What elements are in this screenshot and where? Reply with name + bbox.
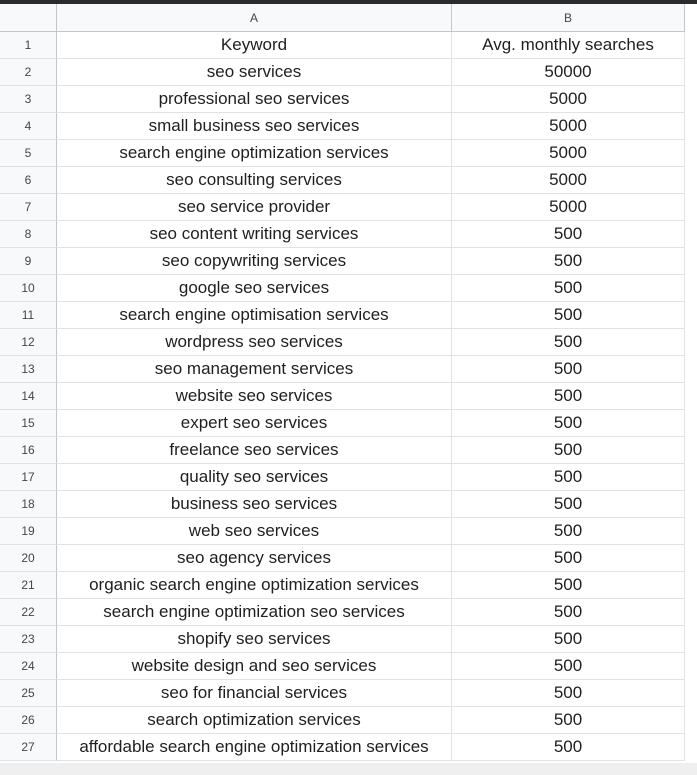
table-row	[0, 464, 697, 491]
grid-empty-area	[685, 734, 697, 761]
row-header[interactable]: 3	[0, 86, 57, 113]
keyword-cell[interactable]: expert seo services	[57, 410, 452, 437]
searches-cell[interactable]: 500	[452, 248, 685, 275]
keyword-cell[interactable]: wordpress seo services	[57, 329, 452, 356]
column-header-a[interactable]: A	[57, 4, 452, 32]
grid-empty-area	[685, 167, 697, 194]
grid-empty-area	[685, 518, 697, 545]
row-header[interactable]: 25	[0, 680, 57, 707]
table-row	[0, 221, 697, 248]
grid-empty-area	[685, 653, 697, 680]
keyword-cell[interactable]: small business seo services	[57, 113, 452, 140]
table-row	[0, 599, 697, 626]
row-header[interactable]: 2	[0, 59, 57, 86]
table-row	[0, 248, 697, 275]
column-header-row	[0, 4, 697, 32]
keyword-cell[interactable]: professional seo services	[57, 86, 452, 113]
searches-cell[interactable]: 500	[452, 545, 685, 572]
column-header-b[interactable]: B	[452, 4, 685, 32]
grid-empty-area	[685, 572, 697, 599]
row-header[interactable]: 10	[0, 275, 57, 302]
table-row	[0, 437, 697, 464]
row-header[interactable]: 8	[0, 221, 57, 248]
table-row	[0, 275, 697, 302]
row-header[interactable]: 7	[0, 194, 57, 221]
keyword-cell[interactable]: search engine optimization seo services	[57, 599, 452, 626]
grid-empty-area	[685, 464, 697, 491]
table-row	[0, 140, 697, 167]
searches-cell[interactable]: 500	[452, 491, 685, 518]
grid-empty-area	[685, 113, 697, 140]
grid-empty-area	[685, 275, 697, 302]
keyword-cell[interactable]: seo agency services	[57, 545, 452, 572]
searches-cell[interactable]: 500	[452, 626, 685, 653]
spreadsheet-grid	[0, 4, 697, 761]
keyword-cell[interactable]: Keyword	[57, 32, 452, 59]
row-header[interactable]: 19	[0, 518, 57, 545]
keyword-cell[interactable]: seo for financial services	[57, 680, 452, 707]
table-row	[0, 491, 697, 518]
table-row	[0, 653, 697, 680]
searches-cell[interactable]: 500	[452, 221, 685, 248]
row-header[interactable]: 21	[0, 572, 57, 599]
table-row	[0, 734, 697, 761]
table-row	[0, 518, 697, 545]
row-header[interactable]: 17	[0, 464, 57, 491]
row-header[interactable]: 24	[0, 653, 57, 680]
row-header[interactable]: 16	[0, 437, 57, 464]
row-header[interactable]: 22	[0, 599, 57, 626]
bottom-scroll-area	[0, 763, 697, 775]
grid-empty-area	[685, 410, 697, 437]
searches-cell[interactable]: 500	[452, 707, 685, 734]
grid-empty-area	[685, 383, 697, 410]
searches-cell[interactable]: 500	[452, 275, 685, 302]
searches-cell[interactable]: 500	[452, 383, 685, 410]
grid-empty-area	[685, 707, 697, 734]
keyword-cell[interactable]: seo content writing services	[57, 221, 452, 248]
row-header[interactable]: 6	[0, 167, 57, 194]
searches-cell[interactable]: 500	[452, 599, 685, 626]
keyword-cell[interactable]: seo service provider	[57, 194, 452, 221]
searches-cell[interactable]: 500	[452, 680, 685, 707]
searches-cell[interactable]: 500	[452, 437, 685, 464]
row-header[interactable]: 26	[0, 707, 57, 734]
table-row	[0, 356, 697, 383]
searches-cell[interactable]: 5000	[452, 167, 685, 194]
keyword-cell[interactable]: web seo services	[57, 518, 452, 545]
searches-cell[interactable]: 500	[452, 410, 685, 437]
keyword-cell[interactable]: search engine optimization services	[57, 140, 452, 167]
grid-empty-area	[685, 356, 697, 383]
searches-cell[interactable]: 5000	[452, 113, 685, 140]
table-row	[0, 572, 697, 599]
grid-empty-area	[685, 140, 697, 167]
row-header[interactable]: 15	[0, 410, 57, 437]
row-header[interactable]: 5	[0, 140, 57, 167]
table-row	[0, 707, 697, 734]
row-header[interactable]: 4	[0, 113, 57, 140]
keyword-cell[interactable]: quality seo services	[57, 464, 452, 491]
keyword-cell[interactable]: website seo services	[57, 383, 452, 410]
searches-cell[interactable]: 5000	[452, 86, 685, 113]
select-all-corner[interactable]	[0, 4, 57, 32]
searches-cell[interactable]: 50000	[452, 59, 685, 86]
table-row	[0, 32, 697, 59]
searches-cell[interactable]: 500	[452, 356, 685, 383]
searches-cell[interactable]: Avg. monthly searches	[452, 32, 685, 59]
keyword-cell[interactable]: search optimization services	[57, 707, 452, 734]
grid-empty-area	[685, 86, 697, 113]
searches-cell[interactable]: 500	[452, 302, 685, 329]
table-row	[0, 410, 697, 437]
keyword-cell[interactable]: freelance seo services	[57, 437, 452, 464]
grid-empty-area	[685, 599, 697, 626]
grid-empty-area	[685, 221, 697, 248]
searches-cell[interactable]: 500	[452, 734, 685, 761]
grid-empty-area	[685, 59, 697, 86]
keyword-cell[interactable]: seo services	[57, 59, 452, 86]
grid-empty-area	[685, 545, 697, 572]
keyword-cell[interactable]: organic search engine optimization services	[57, 572, 452, 599]
grid-empty-area	[685, 329, 697, 356]
table-row	[0, 302, 697, 329]
keyword-cell[interactable]: shopify seo services	[57, 626, 452, 653]
row-header[interactable]: 23	[0, 626, 57, 653]
searches-cell[interactable]: 500	[452, 329, 685, 356]
table-row	[0, 329, 697, 356]
table-row	[0, 59, 697, 86]
row-header[interactable]: 27	[0, 734, 57, 761]
row-header[interactable]: 11	[0, 302, 57, 329]
keyword-cell[interactable]: search engine optimisation services	[57, 302, 452, 329]
grid-empty-area	[685, 4, 697, 32]
table-row	[0, 545, 697, 572]
keyword-cell[interactable]: google seo services	[57, 275, 452, 302]
row-header[interactable]: 18	[0, 491, 57, 518]
grid-empty-area	[685, 680, 697, 707]
grid-empty-area	[685, 302, 697, 329]
row-header[interactable]: 14	[0, 383, 57, 410]
table-row	[0, 86, 697, 113]
searches-cell[interactable]: 5000	[452, 194, 685, 221]
searches-cell[interactable]: 500	[452, 653, 685, 680]
row-header[interactable]: 9	[0, 248, 57, 275]
table-row	[0, 194, 697, 221]
row-header[interactable]: 1	[0, 32, 57, 59]
table-row	[0, 680, 697, 707]
table-row	[0, 167, 697, 194]
table-row	[0, 383, 697, 410]
table-row	[0, 626, 697, 653]
grid-empty-area	[685, 32, 697, 59]
grid-empty-area	[685, 626, 697, 653]
grid-empty-area	[685, 491, 697, 518]
row-header[interactable]: 13	[0, 356, 57, 383]
table-row	[0, 113, 697, 140]
searches-cell[interactable]: 500	[452, 518, 685, 545]
keyword-cell[interactable]: seo copywriting services	[57, 248, 452, 275]
searches-cell[interactable]: 5000	[452, 140, 685, 167]
searches-cell[interactable]: 500	[452, 572, 685, 599]
grid-empty-area	[685, 248, 697, 275]
grid-empty-area	[685, 194, 697, 221]
row-header[interactable]: 12	[0, 329, 57, 356]
row-header[interactable]: 20	[0, 545, 57, 572]
searches-cell[interactable]: 500	[452, 464, 685, 491]
grid-empty-area	[685, 437, 697, 464]
keyword-cell[interactable]: business seo services	[57, 491, 452, 518]
keyword-cell[interactable]: affordable search engine optimization services	[57, 734, 452, 761]
keyword-cell[interactable]: seo consulting services	[57, 167, 452, 194]
grid-rows	[0, 32, 697, 761]
keyword-cell[interactable]: website design and seo services	[57, 653, 452, 680]
keyword-cell[interactable]: seo management services	[57, 356, 452, 383]
